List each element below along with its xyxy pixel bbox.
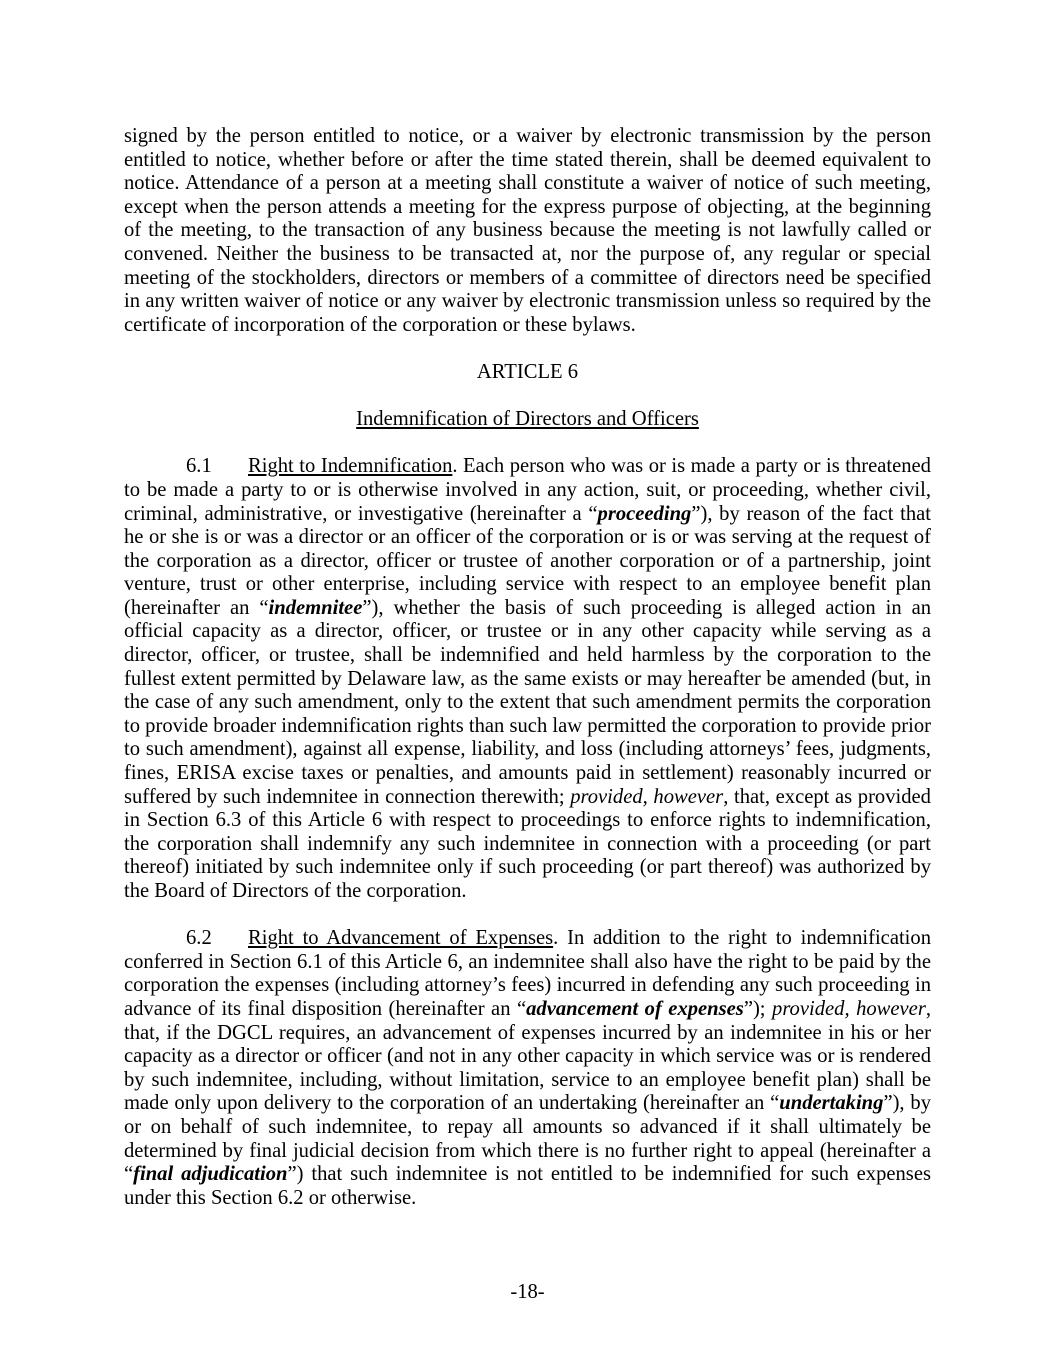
emphasized-term: indemnitee bbox=[268, 596, 363, 619]
section-number: 6.1 bbox=[186, 455, 212, 478]
document-page bbox=[124, 125, 931, 1210]
page-number: -18- bbox=[510, 1281, 545, 1303]
emphasized-term: advancement of expenses bbox=[526, 997, 744, 1020]
emphasized-term: proceeding bbox=[597, 502, 692, 525]
text-run: . Each person who was or is made a party or is threatened to be made a party to or is otherwise involved in any action, suit, or proceeding, whether civil, criminal, administrative, or investigative (hereinafter a “ bbox=[124, 455, 931, 525]
section-heading: Right to Advancement of Expenses bbox=[248, 927, 554, 950]
text-run: ”), whether the basis of such proceeding is alleged action in an official capacity as a director, officer, or trustee or in any other capacity while serving as a director, officer, or trustee, shall be indemnified and held harmless by the corporation to the fullest extent permitted by Delaware law, as the same exists or may hereafter be amended (but, in the case of any such amendment, only to the extent that such amendment permits the corporation to provide broader indemnification rights than such law permitted the corporation to provide prior to such amendment), against all expense, liability, and loss (including attorneys’ fees, judgments, fines, ERISA excise taxes or penalties, and amounts paid in settlement) reasonably incurred or suffered by such indemnitee in connection therewith; bbox=[124, 596, 932, 808]
article-heading: ARTICLE 6 bbox=[476, 360, 579, 383]
article-title: Indemnification of Directors and Officers bbox=[356, 408, 699, 431]
text-run: ”); bbox=[743, 997, 773, 1020]
emphasized-term: final adjudication bbox=[133, 1163, 288, 1186]
text-run: , that, if the DGCL requires, an advancement of expenses incurred by an indemnitee in his or her capacity as a director or officer (and not in any other capacity in which service was or is rendered by such indemnitee, including, without limitation, service to an employee benefit plan) shall be made only upon delivery to the corporation of an undertaking (hereinafter an “ bbox=[124, 997, 931, 1115]
emphasized-term: provided, however bbox=[772, 997, 926, 1020]
text-run: ”), by reason of the fact that he or she is or was a director or an officer of the corporation or is or was serving at the request of the corporation as a director, officer or trustee of another corporation or of a partnership, joint venture, trust or other enterprise, including service with respect to an employee benefit plan (hereinafter an “ bbox=[124, 502, 931, 619]
section-6-1 bbox=[124, 455, 931, 903]
emphasized-term: provided, however bbox=[570, 785, 724, 808]
text-run: . In addition to the right to indemnification conferred in Section 6.1 of this Article 6, an indemnitee shall also have the right to be paid by the corporation the expenses (including attorney’s fees) incurred in defending any such proceeding in advance of its final disposition (hereinafter an “ bbox=[124, 927, 931, 1020]
section-heading: Right to Indemnification bbox=[248, 455, 453, 478]
section-number: 6.2 bbox=[186, 927, 212, 950]
text-run: ”), by or on behalf of such indemnitee, to repay all amounts so advanced if it shall ultimately be determined by final judicial decision from which there is no further right to appeal (hereinafter a “ bbox=[124, 1092, 931, 1186]
text-run: , that, except as provided in Section 6.3 of this Article 6 with respect to proceedings to enforce rights to indemnification, the corporation shall indemnify any such indemnitee in connection with a proceeding (or part thereof) initiated by such indemnitee only if such proceeding (or part thereof) was authorized by the Board of Directors of the corporation. bbox=[124, 785, 931, 902]
text-run: signed by the person entitled to notice, or a waiver by electronic transmission by the person entitled to notice, whether before or after the time stated therein, shall be deemed equivalent to notice. Attendance of a person at a meeting shall constitute a waiver of notice of such meeting, except when the person attends a meeting for the express purpose of objecting, at the beginning of the meeting, to the transaction of any business because the meeting is not lawfully called or convened. Neither the business to be transacted at, nor the purpose of, any regular or special meeting of the stockholders, directors or members of a committee of directors need be specified in any written waiver of notice or any waiver by electronic transmission unless so required by the certificate of incorporation of the corporation or these bylaws. bbox=[124, 125, 931, 336]
text-run: ”) that such indemnitee is not entitled to be indemnified for such expenses under this Section 6.2 or otherwise. bbox=[124, 1163, 931, 1209]
paragraph-waiver-of-notice bbox=[124, 125, 931, 337]
section-6-2 bbox=[124, 927, 931, 1210]
emphasized-term: undertaking bbox=[779, 1092, 884, 1115]
